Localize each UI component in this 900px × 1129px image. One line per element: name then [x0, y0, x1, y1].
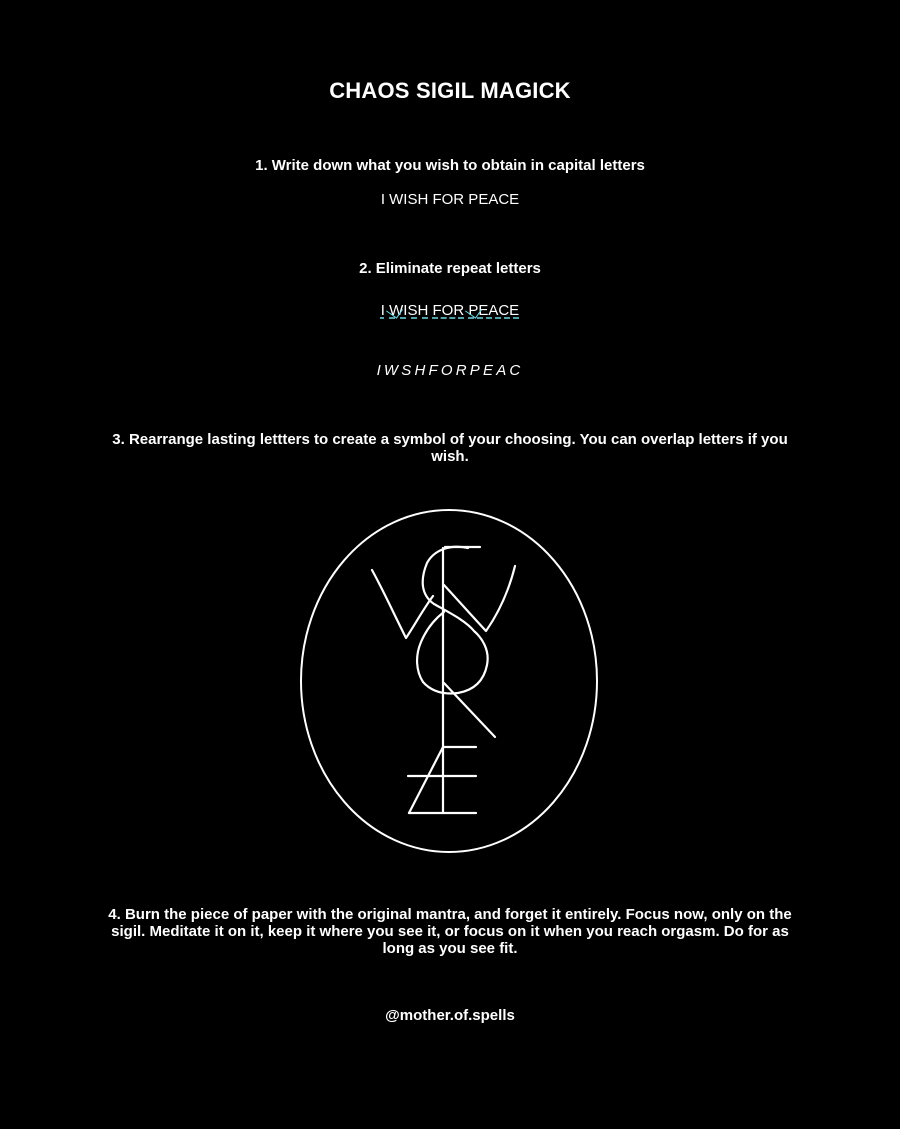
step-1-text: 1. Write down what you wish to obtain in capital letters: [255, 157, 645, 174]
sigil-left-wing: [372, 570, 433, 638]
sigil-a-diagonal: [409, 747, 443, 813]
sigil-leg: [444, 683, 495, 737]
marked-word-i: I: [380, 302, 385, 319]
sigil-right-wing: [444, 566, 515, 631]
marked-word-wish: WISH: [389, 302, 429, 319]
page-title: CHAOS SIGIL MAGICK: [329, 78, 571, 103]
step-2-text: 2. Eliminate repeat letters: [359, 260, 541, 277]
sigil-icon: [290, 500, 610, 865]
wish-reduced: IWSHFORPEAC: [376, 362, 524, 379]
wish-marked: [0, 302, 900, 319]
marked-word-peace: PEACE: [468, 302, 520, 319]
wish-original: I WISH FOR PEACE: [380, 191, 520, 208]
step-4-text: 4. Burn the piece of paper with the original mantra, and forget it entirely. Focus now, only on the sigil. Meditate it on it, keep it where you see it, or focus on it when you reach orgasm. Do for as long as you see fit.: [108, 906, 792, 957]
step-3-text: 3. Rearrange lasting lettters to create a symbol of your choosing. You can overlap letters if you wish.: [112, 431, 788, 465]
marked-word-for: FOR: [432, 302, 465, 319]
author-handle: @mother.of.spells: [385, 1007, 515, 1024]
sigil-circle: [301, 510, 597, 852]
